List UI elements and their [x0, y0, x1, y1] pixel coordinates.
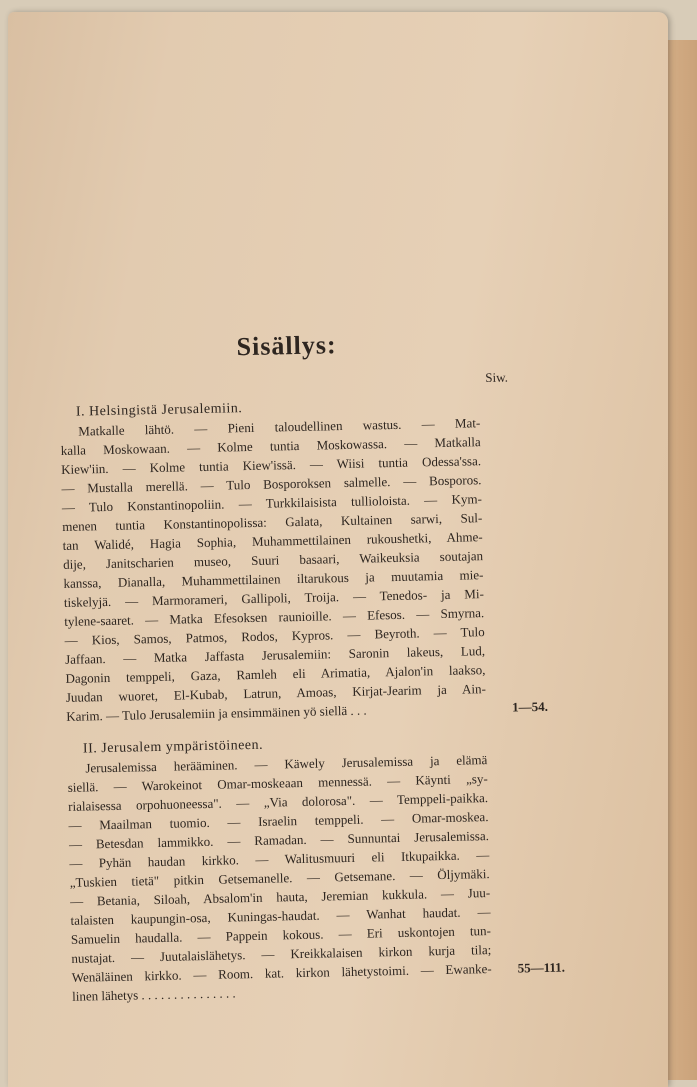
toc-line: — Mustalla merellä. — Tulo Bosporoksen salmelle. — Bosporos.	[61, 472, 482, 496]
toc-line: Matkalle lähtö. — Pieni taloudellinen wastus. — Mat-	[78, 415, 481, 439]
toc-line: linen lähetys . . . . . . . . . . . . . . .	[71, 985, 236, 1004]
section-heading: I. Helsingistä Jerusalemiin.	[75, 401, 243, 420]
toc-line: tylene-saaret. — Matka Efesoksen raunioille. — Efesos. — Smyrna.	[64, 605, 485, 629]
toc-line: Kiew'iin. — Kolme tuntia Kiew'issä. — Wiisi tuntia Odessa'ssa.	[60, 453, 482, 477]
toc-line: menen tuntia Konstantinopolissa: Galata, Kultainen sarwi, Sul-	[62, 510, 483, 534]
toc-line: — Betesdan lammikko. — Ramadan. — Sunnuntai Jerusalemissa.	[68, 828, 490, 852]
toc-line: — Pyhän haudan kirkko. — Walitusmuuri eli Itkupaikka. —	[69, 847, 490, 871]
toc-line: — Betania, Siloah, Absalom'in hauta, Jeremian kukkula. — Juu-	[70, 885, 491, 909]
toc-line: Samuelin haudalla. — Pappein kokous. — Eri uskontojen tun-	[70, 923, 492, 947]
toc-line: siellä. — Warokeinot Omar-moskeaan mennessä. — Käynti „sy-	[67, 771, 488, 795]
section-heading: II. Jerusalem ympäristöineen.	[82, 737, 264, 757]
section-lines	[60, 413, 486, 726]
section-lines	[67, 750, 492, 1006]
toc-line: kanssa, Dianalla, Muhammettilainen iltarukous ja muutamia mie-	[63, 567, 484, 591]
toc-line: tan Walidé, Hagia Sophia, Muhammettilainen rukoushetki, Ahme-	[62, 529, 483, 553]
toc-line: „Tuskien tietä" pitkin Getsemanelle. — Getsemane. — Öljymäki.	[69, 866, 490, 890]
toc-line: Karim. — Tulo Jerusalemiin ja ensimmäinen yö siellä . . .	[66, 702, 367, 724]
section-page-range: 55—111.	[517, 959, 566, 976]
toc-line: talaisten kaupungin-osa, Kuningas-haudat. — Wanhat haudat. —	[70, 904, 491, 928]
toc-line: Juudan wuoret, El-Kubab, Latrun, Amoas, Kirjat-Jearim ja Ain-	[65, 681, 486, 705]
toc-line: rialaisessa orpohuoneessa". — „Via dolorosa". — Temppeli-paikka.	[68, 790, 489, 814]
toc-line: Jaffaan. — Matka Jaffasta Jerusalemiin: Saronin lakeus, Lud,	[64, 643, 486, 667]
toc-line: — Maailman tuomio. — Israelin temppeli. — Omar-moskea.	[68, 809, 489, 833]
toc-section-2	[67, 731, 566, 1006]
toc-line: Wenäläinen kirkko. — Room. kat. kirkon lähetystoimi. — Ewanke-	[71, 961, 492, 985]
page-title: Sisällys:	[236, 330, 337, 362]
toc-line: nustajat. — Juutalaislähetys. — Kreikkalaisen kirkon kurja tila;	[71, 942, 492, 966]
toc-line: — Kios, Samos, Patmos, Rodos, Kypros. — Beyroth. — Tulo	[64, 624, 485, 648]
toc-line: kalla Moskowaan. — Kolme tuntia Moskowassa. — Matkalla	[60, 434, 481, 458]
toc-line: dije, Janitscharien museo, Suuri basaari, Waikeuksia soutajan	[62, 548, 484, 572]
toc-line: Dagonin temppeli, Gaza, Ramleh eli Arimatia, Ajalon'in laakso,	[65, 662, 486, 686]
page-column-label: Siw.	[485, 369, 509, 386]
toc-line: — Tulo Konstantinopoliin. — Turkkilaisista tullioloista. — Kym-	[61, 491, 482, 515]
section-page-range: 1—54.	[512, 698, 549, 715]
toc-section-1	[60, 394, 549, 726]
toc-line: tiskelyjä. — Marmorameri, Gallipoli, Troija. — Tenedos- ja Mi-	[63, 586, 484, 610]
toc-line: Jerusalemissa herääminen. — Käwely Jerusalemissa ja elämä	[85, 752, 488, 776]
